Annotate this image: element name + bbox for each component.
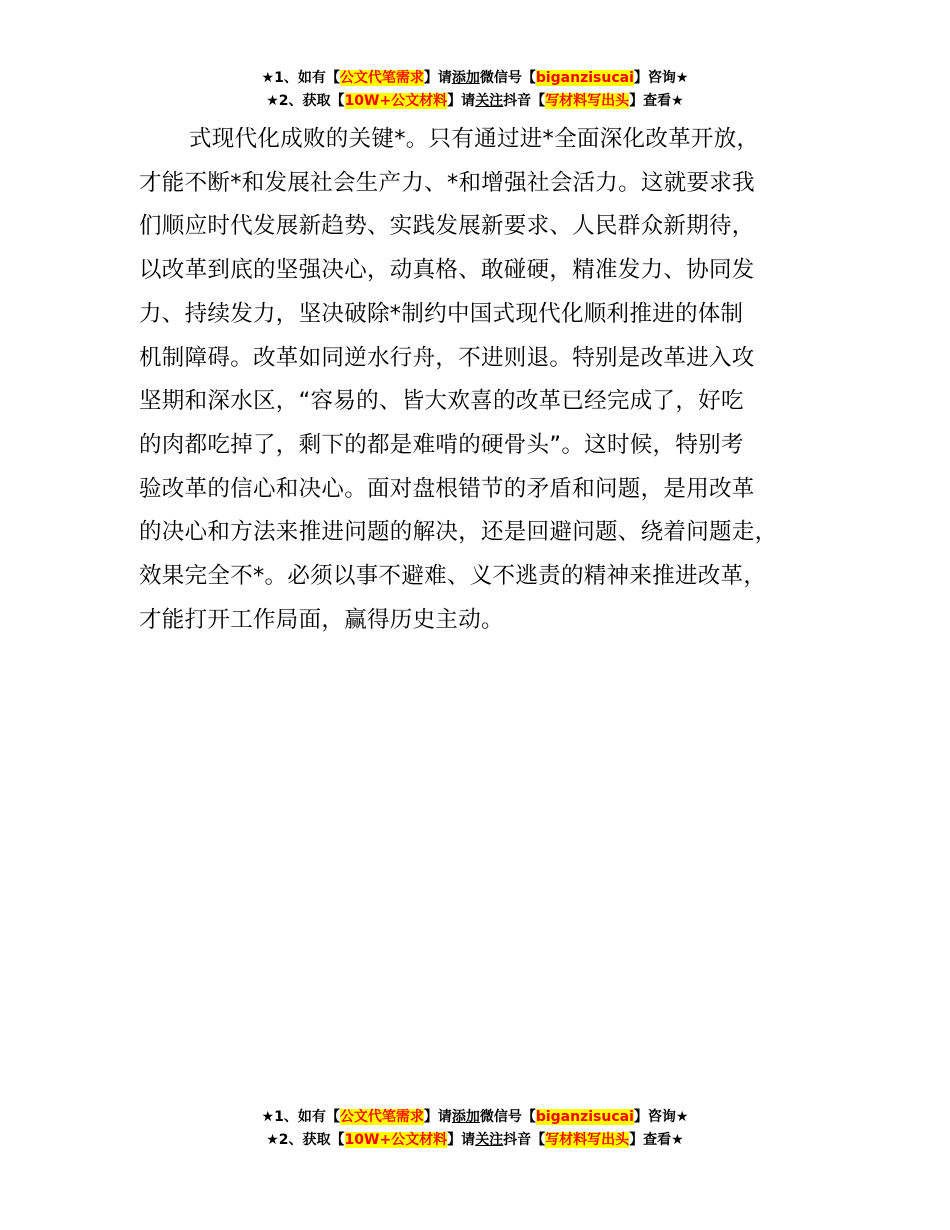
- highlight-materials: 10W+公文材料: [344, 93, 448, 109]
- footer-banner: [0, 1106, 950, 1152]
- body-line: 以改革到底的坚强决心，动真格、敢碰硬，精准发力、协同发: [139, 257, 755, 284]
- banner-line-1: ★1、如有【公文代笔需求】请添加微信号【biganzisucai】咨询★: [261, 70, 689, 86]
- highlight-wechat-id: biganzisucai: [535, 70, 634, 86]
- body-line: 才能不断*和发展社会生产力、*和增强社会活力。这就要求我: [139, 169, 755, 196]
- highlight-service: 公文代笔需求: [339, 70, 424, 86]
- banner-line-1: ★1、如有【公文代笔需求】请添加微信号【biganzisucai】咨询★: [261, 1109, 689, 1125]
- body-line: 坚期和深水区，“容易的、皆大欢喜的改革已经完成了，好吃: [139, 388, 744, 415]
- body-line: 式现代化成败的关键*。只有通过进*全面深化改革开放，: [189, 126, 760, 152]
- highlight-douyin-account: 写材料写出头: [545, 1132, 630, 1148]
- highlight-wechat-id: biganzisucai: [535, 1109, 634, 1125]
- body-line: 的决心和方法来推进问题的解决，还是回避问题、绕着问题走，: [139, 519, 778, 546]
- header-banner: [0, 67, 950, 113]
- highlight-service: 公文代笔需求: [339, 1109, 424, 1125]
- highlight-douyin-account: 写材料写出头: [545, 93, 630, 109]
- body-line: 验改革的信心和决心。面对盘根错节的矛盾和问题，是用改革: [139, 475, 755, 502]
- highlight-materials: 10W+公文材料: [344, 1132, 448, 1148]
- body-line: 才能打开工作局面，赢得历史主动。: [139, 606, 504, 633]
- banner-line-2: ★2、获取【10W+公文材料】请关注抖音【写材料写出头】查看★: [266, 93, 684, 109]
- banner-line-2: ★2、获取【10W+公文材料】请关注抖音【写材料写出头】查看★: [266, 1132, 684, 1148]
- body-line: 的肉都吃掉了，剩下的都是难啃的硬骨头”。这时候，特别考: [139, 431, 744, 458]
- body-paragraph: [139, 118, 839, 642]
- body-line: 机制障碍。改革如同逆水行舟，不进则退。特别是改革进入攻: [139, 344, 755, 371]
- body-line: 效果完全不*。必须以事不避难、义不逃责的精神来推进改革，: [139, 563, 767, 590]
- body-line: 力、持续发力，坚决破除*制约中国式现代化顺利推进的体制: [139, 300, 744, 327]
- body-line: 们顺应时代发展新趋势、实践发展新要求、人民群众新期待，: [139, 213, 755, 240]
